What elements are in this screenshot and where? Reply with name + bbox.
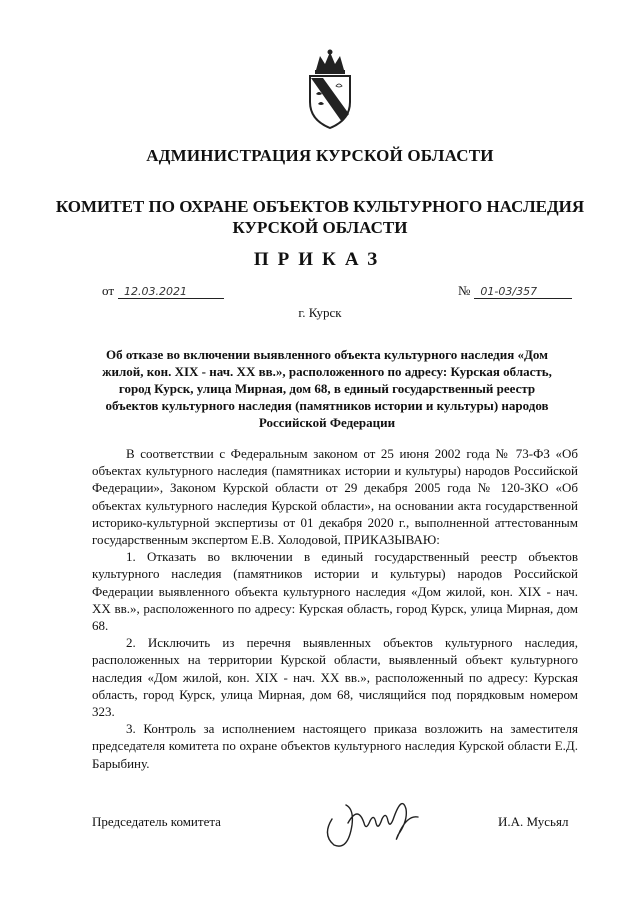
order-number-row bbox=[458, 283, 572, 299]
committee-heading-line1: КОМИТЕТ ПО ОХРАНЕ ОБЪЕКТОВ КУЛЬТУРНОГО НАСЛЕДИЯ bbox=[55, 197, 585, 216]
preamble-paragraph: В соответствии с Федеральным законом от 25 июня 2002 года № 73-ФЗ «Об объектах культурного наследия (памятниках истории и культуры) народов Российской Федерации», Законом Курской области от 29 декабря 2005 года № 120-ЗКО «Об объектах культурного наследия Курской области», на основании акта государственной историко-культурной экспертизы от 01 декабря 2020 г., выполненной аттестованным государственным экспертом Е.В. Холодовой, ПРИКАЗЫВАЮ: bbox=[92, 446, 578, 548]
committee-heading bbox=[0, 196, 640, 238]
number-prefix: № bbox=[458, 283, 471, 298]
order-item-1: 1. Отказать во включении в единый государственный реестр объектов культурного наследия (памятников истории и культуры) народов Российской Федерации выявленного объекта культурного наследия «Дом жилой, кон. XIX - нач. XX вв.», расположенного по адресу: Курская область, город Курск, улица Мирная, дом 68. bbox=[92, 549, 578, 634]
order-item-2: 2. Исключить из перечня выявленных объектов культурного наследия, расположенных на территории Курской области, выявленный объект культурного наследия «Дом жилой, кон. XIX - нач. XX вв.», расположенный по адресу: Курская область, город Курск, улица Мирная, дом 68, числящийся под порядковым номером 323. bbox=[92, 635, 578, 720]
order-date-row bbox=[102, 283, 224, 299]
handwritten-signature bbox=[318, 785, 428, 855]
order-body bbox=[92, 445, 578, 772]
number-value: 01-03/357 bbox=[474, 285, 572, 299]
coat-of-arms-icon bbox=[298, 48, 362, 130]
order-item-3: 3. Контроль за исполнением настоящего приказа возложить на заместителя председателя комитета по охране объектов культурного наследия Курской области Е.Д. Барыбину. bbox=[92, 721, 578, 771]
signatory-name: И.А. Мусьял bbox=[498, 814, 569, 829]
date-prefix: от bbox=[102, 283, 115, 298]
city-line: г. Курск bbox=[298, 305, 342, 320]
order-title: ПРИКАЗ bbox=[253, 249, 387, 270]
signatory-title: Председатель комитета bbox=[92, 814, 221, 829]
order-subject: Об отказе во включении выявленного объекта культурного наследия «Дом жилой, кон. XIX - нач. XX вв.», расположенного по адресу: Курская область, город Курск, улица Мирная, дом 68, в единый государственный реестр объектов культурного наследия (памятников истории и культуры) народов Российской Федерации bbox=[102, 347, 552, 430]
date-value: 12.03.2021 bbox=[118, 285, 224, 299]
administration-heading: АДМИНИСТРАЦИЯ КУРСКОЙ ОБЛАСТИ bbox=[146, 146, 494, 165]
committee-heading-line2: КУРСКОЙ ОБЛАСТИ bbox=[232, 218, 408, 237]
